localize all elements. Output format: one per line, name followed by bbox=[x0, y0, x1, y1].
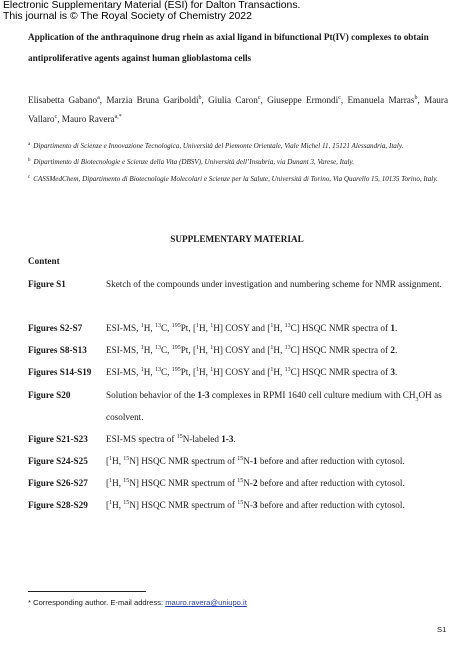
toc-entry-label: Figure S26-S27 bbox=[28, 478, 88, 488]
toc-entry-label: Figure S20 bbox=[28, 390, 71, 400]
toc-entry-description: [$^1$H, $^{15}$N] HSQC NMR spectrum of $^{15}$N-2 before and after reduction with cytosol. bbox=[106, 477, 405, 488]
corresponding-author-footnote bbox=[28, 598, 247, 607]
supplementary-material-heading: SUPPLEMENTARY MATERIAL bbox=[170, 234, 304, 244]
author-affiliation-mark: b bbox=[198, 94, 202, 101]
esi-header-line-2: This journal is © The Royal Society of Chemistry 2022 bbox=[3, 10, 252, 22]
toc-entry-label: Figure S24-S25 bbox=[28, 456, 88, 466]
author-name: Giuseppe Ermondi bbox=[267, 95, 339, 105]
footnote-text: Corresponding author. E-mail address: bbox=[33, 598, 164, 607]
author-name: Marzia Bruna Gariboldi bbox=[106, 95, 199, 105]
content-heading: Content bbox=[28, 256, 60, 266]
affiliation-a bbox=[28, 139, 448, 153]
corresponding-author-email-link[interactable]: mauro.ravera@uniupo.it bbox=[165, 598, 247, 607]
author-list: Elisabetta Gabano$^a$, Marzia Bruna Gariboldi$^b$, Giulia Caron$^c$, Giuseppe Ermondi$^c$, Emanuela Marras$^b$, Maura Vallaro$^c$, Mauro Ravera$^{a,*}$ bbox=[28, 94, 449, 124]
toc-entry-label: Figure S1 bbox=[28, 279, 66, 289]
paper-title-line-2: antiproliferative agents against human glioblastoma cells bbox=[28, 53, 252, 63]
toc-entry-label: Figure S21-S23 bbox=[28, 434, 88, 444]
author-affiliation-mark: c bbox=[338, 94, 341, 101]
author-affiliation-mark: a bbox=[97, 94, 100, 101]
author-affiliation-mark: c bbox=[257, 94, 261, 101]
author-name: Mauro Ravera bbox=[61, 114, 115, 124]
toc-entry-description: ESI-MS, $^1$H, $^{13}$C, $^{195}$Pt, [$^1$H, $^1$H] COSY and [$^1$H, $^{13}$C] HSQC NMR spectra of 1. bbox=[106, 322, 398, 333]
toc-entry-label: Figures S14-S19 bbox=[28, 367, 92, 377]
affiliation-b bbox=[28, 155, 448, 169]
affiliation-text: Dipartimento di Scienze e Innovazione Tecnologica, Università del Piemonte Orientale, Viale Michel 11, 15121 Alessandria, Italy. bbox=[33, 142, 404, 150]
toc-entry-description: Solution behavior of the 1-3 complexes in RPMI 1640 cell culture medium with $CH_3OH$ as cosolvent. bbox=[106, 390, 442, 422]
affiliation-mark: a bbox=[28, 141, 31, 147]
footnote-star: * bbox=[28, 598, 31, 607]
toc-entry-label: Figures S2-S7 bbox=[28, 323, 83, 333]
esi-header bbox=[3, 1, 300, 23]
author-name: Emanuela Marras bbox=[347, 95, 415, 105]
author-name: Giulia Caron bbox=[208, 95, 258, 105]
toc-entry-description: ESI-MS, $^1$H, $^{13}$C, $^{195}$Pt, [$^1$H, $^1$H] COSY and [$^1$H, $^{13}$C] HSQC NMR spectra of 2. bbox=[106, 344, 398, 355]
author-name: Elisabetta Gabano bbox=[28, 95, 98, 105]
toc-entry-description: [$^1$H, $^{15}$N] HSQC NMR spectrum of $^{15}$N-3 before and after reduction with cytosol. bbox=[106, 499, 405, 510]
paper-title bbox=[28, 27, 452, 69]
author-affiliation-mark: b bbox=[414, 94, 418, 101]
affiliation-text: Dipartimento di Biotecnologie e Scienze della Vita (DBSV), Università dell’Insubria, via Dunant 3, Varese, Italy. bbox=[33, 158, 355, 166]
author-affiliation-mark: a,* bbox=[114, 113, 122, 120]
affiliation-c bbox=[28, 172, 448, 186]
toc-entry-description: ESI-MS, $^1$H, $^{13}$C, $^{195}$Pt, [$^1$H, $^1$H] COSY and [$^1$H, $^{13}$C] HSQC NMR spectra of 3. bbox=[106, 366, 398, 377]
paper-title-line-1: Application of the anthraquinone drug rhein as axial ligand in bifunctional Pt(IV) complexes to obtain bbox=[28, 32, 429, 42]
toc-entry-label: Figures S8-S13 bbox=[28, 345, 87, 355]
author-name: Maura Vallaro bbox=[28, 95, 449, 124]
footnote-divider bbox=[28, 591, 146, 592]
esi-header-line-1: Electronic Supplementary Material (ESI) for Dalton Transactions. bbox=[3, 0, 301, 11]
page-number: S1 bbox=[437, 625, 447, 634]
toc-entry-description: [$^1$H, $^{15}$N] HSQC NMR spectrum of $^{15}$N-1 before and after reduction with cytosol. bbox=[106, 455, 405, 466]
author-affiliation-mark: c bbox=[54, 113, 58, 120]
affiliation-text: CASSMedChem, Dipartimento di Biotecnologie Molecolari e Scienze per la Salute, Università di Torino, Via Quarello 15, 10135 Torino, Italy. bbox=[33, 175, 438, 183]
toc-entry-label: Figure S28-S29 bbox=[28, 500, 88, 510]
affiliation-mark: b bbox=[28, 157, 31, 163]
toc-entry-description: Sketch of the compounds under investigation and numbering scheme for NMR assignment. bbox=[106, 279, 442, 289]
toc-entry-description: ESI-MS spectra of $^{15}$N-labeled 1-3. bbox=[106, 433, 236, 444]
affiliation-mark: c bbox=[28, 174, 31, 180]
